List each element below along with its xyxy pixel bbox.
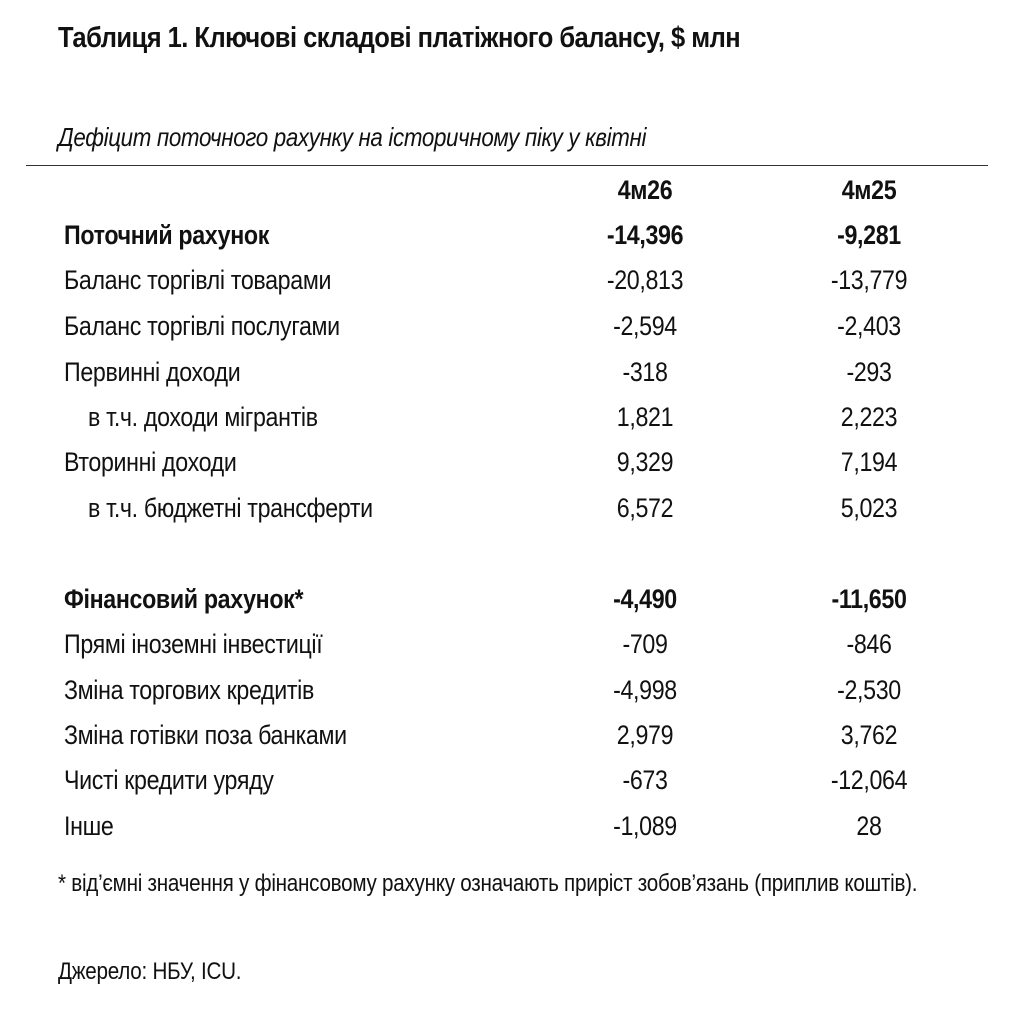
table-row	[0, 804, 1012, 849]
value-4m26: -20,813	[606, 265, 684, 295]
value-4m26: -673	[622, 765, 668, 795]
table-row	[0, 213, 1012, 258]
value-4m25: -293	[846, 357, 892, 387]
value-4m25: 3,762	[840, 720, 898, 750]
value-4m25: -2,530	[837, 675, 901, 705]
value-4m26: -14,396	[606, 220, 684, 250]
table-row	[0, 486, 1012, 531]
row-label: Фінансовий рахунок*	[64, 584, 304, 614]
value-4m26: -4,998	[613, 675, 677, 705]
value-4m25: 2,223	[840, 402, 898, 432]
row-label: Поточний рахунок	[64, 220, 270, 250]
column-header-4m25: 4м25	[841, 175, 897, 205]
value-4m25: -2,403	[837, 311, 901, 341]
value-4m25: -11,650	[831, 584, 907, 614]
table-subtitle: Дефіцит поточного рахунку на історичному піку у квітні	[58, 122, 647, 152]
value-4m26: 1,821	[616, 402, 674, 432]
value-4m26: 9,329	[616, 447, 674, 477]
table-row	[0, 622, 1012, 667]
row-label: Баланс торгівлі товарами	[64, 265, 332, 295]
value-4m25: -13,779	[830, 265, 908, 295]
header-divider	[26, 165, 988, 166]
value-4m26: -4,490	[613, 584, 677, 614]
column-header-row	[0, 168, 1012, 213]
value-4m26: 6,572	[616, 493, 674, 523]
row-label: Прямі іноземні інвестиції	[64, 629, 323, 659]
row-label: Баланс торгівлі послугами	[64, 311, 340, 341]
value-4m26: -318	[622, 357, 668, 387]
value-4m26: -709	[622, 629, 668, 659]
footnote: * від’ємні значення у фінансовому рахунку означають приріст зобов’язань (приплив коштів).	[58, 870, 918, 897]
table-row	[0, 577, 1012, 622]
table-row	[0, 713, 1012, 758]
row-label: Чисті кредити уряду	[64, 765, 274, 795]
value-4m25: 28	[856, 811, 882, 841]
row-label: Інше	[64, 811, 114, 841]
row-label: Зміна торгових кредитів	[64, 675, 314, 705]
row-label: в т.ч. доходи мігрантів	[88, 402, 318, 432]
value-4m26: 2,979	[616, 720, 674, 750]
row-label: в т.ч. бюджетні трансферти	[88, 493, 373, 523]
value-4m25: 5,023	[840, 493, 898, 523]
value-4m25: -846	[846, 629, 892, 659]
table-row	[0, 395, 1012, 440]
value-4m26: -2,594	[613, 311, 677, 341]
row-label: Зміна готівки поза банками	[64, 720, 347, 750]
table-title: Таблиця 1. Ключові складові платіжного балансу, $ млн	[58, 22, 741, 54]
table-row	[0, 440, 1012, 485]
table-row	[0, 304, 1012, 349]
row-label: Вторинні доходи	[64, 447, 237, 477]
table-row	[0, 350, 1012, 395]
column-header-4m26: 4м26	[617, 175, 673, 205]
value-4m25: -9,281	[837, 220, 901, 250]
value-4m26: -1,089	[613, 811, 677, 841]
value-4m25: 7,194	[840, 447, 898, 477]
table-row	[0, 758, 1012, 803]
table-row	[0, 668, 1012, 713]
value-4m25: -12,064	[830, 765, 908, 795]
table-row	[0, 258, 1012, 303]
row-label: Первинні доходи	[64, 357, 241, 387]
source-note: Джерело: НБУ, ICU.	[58, 958, 242, 985]
